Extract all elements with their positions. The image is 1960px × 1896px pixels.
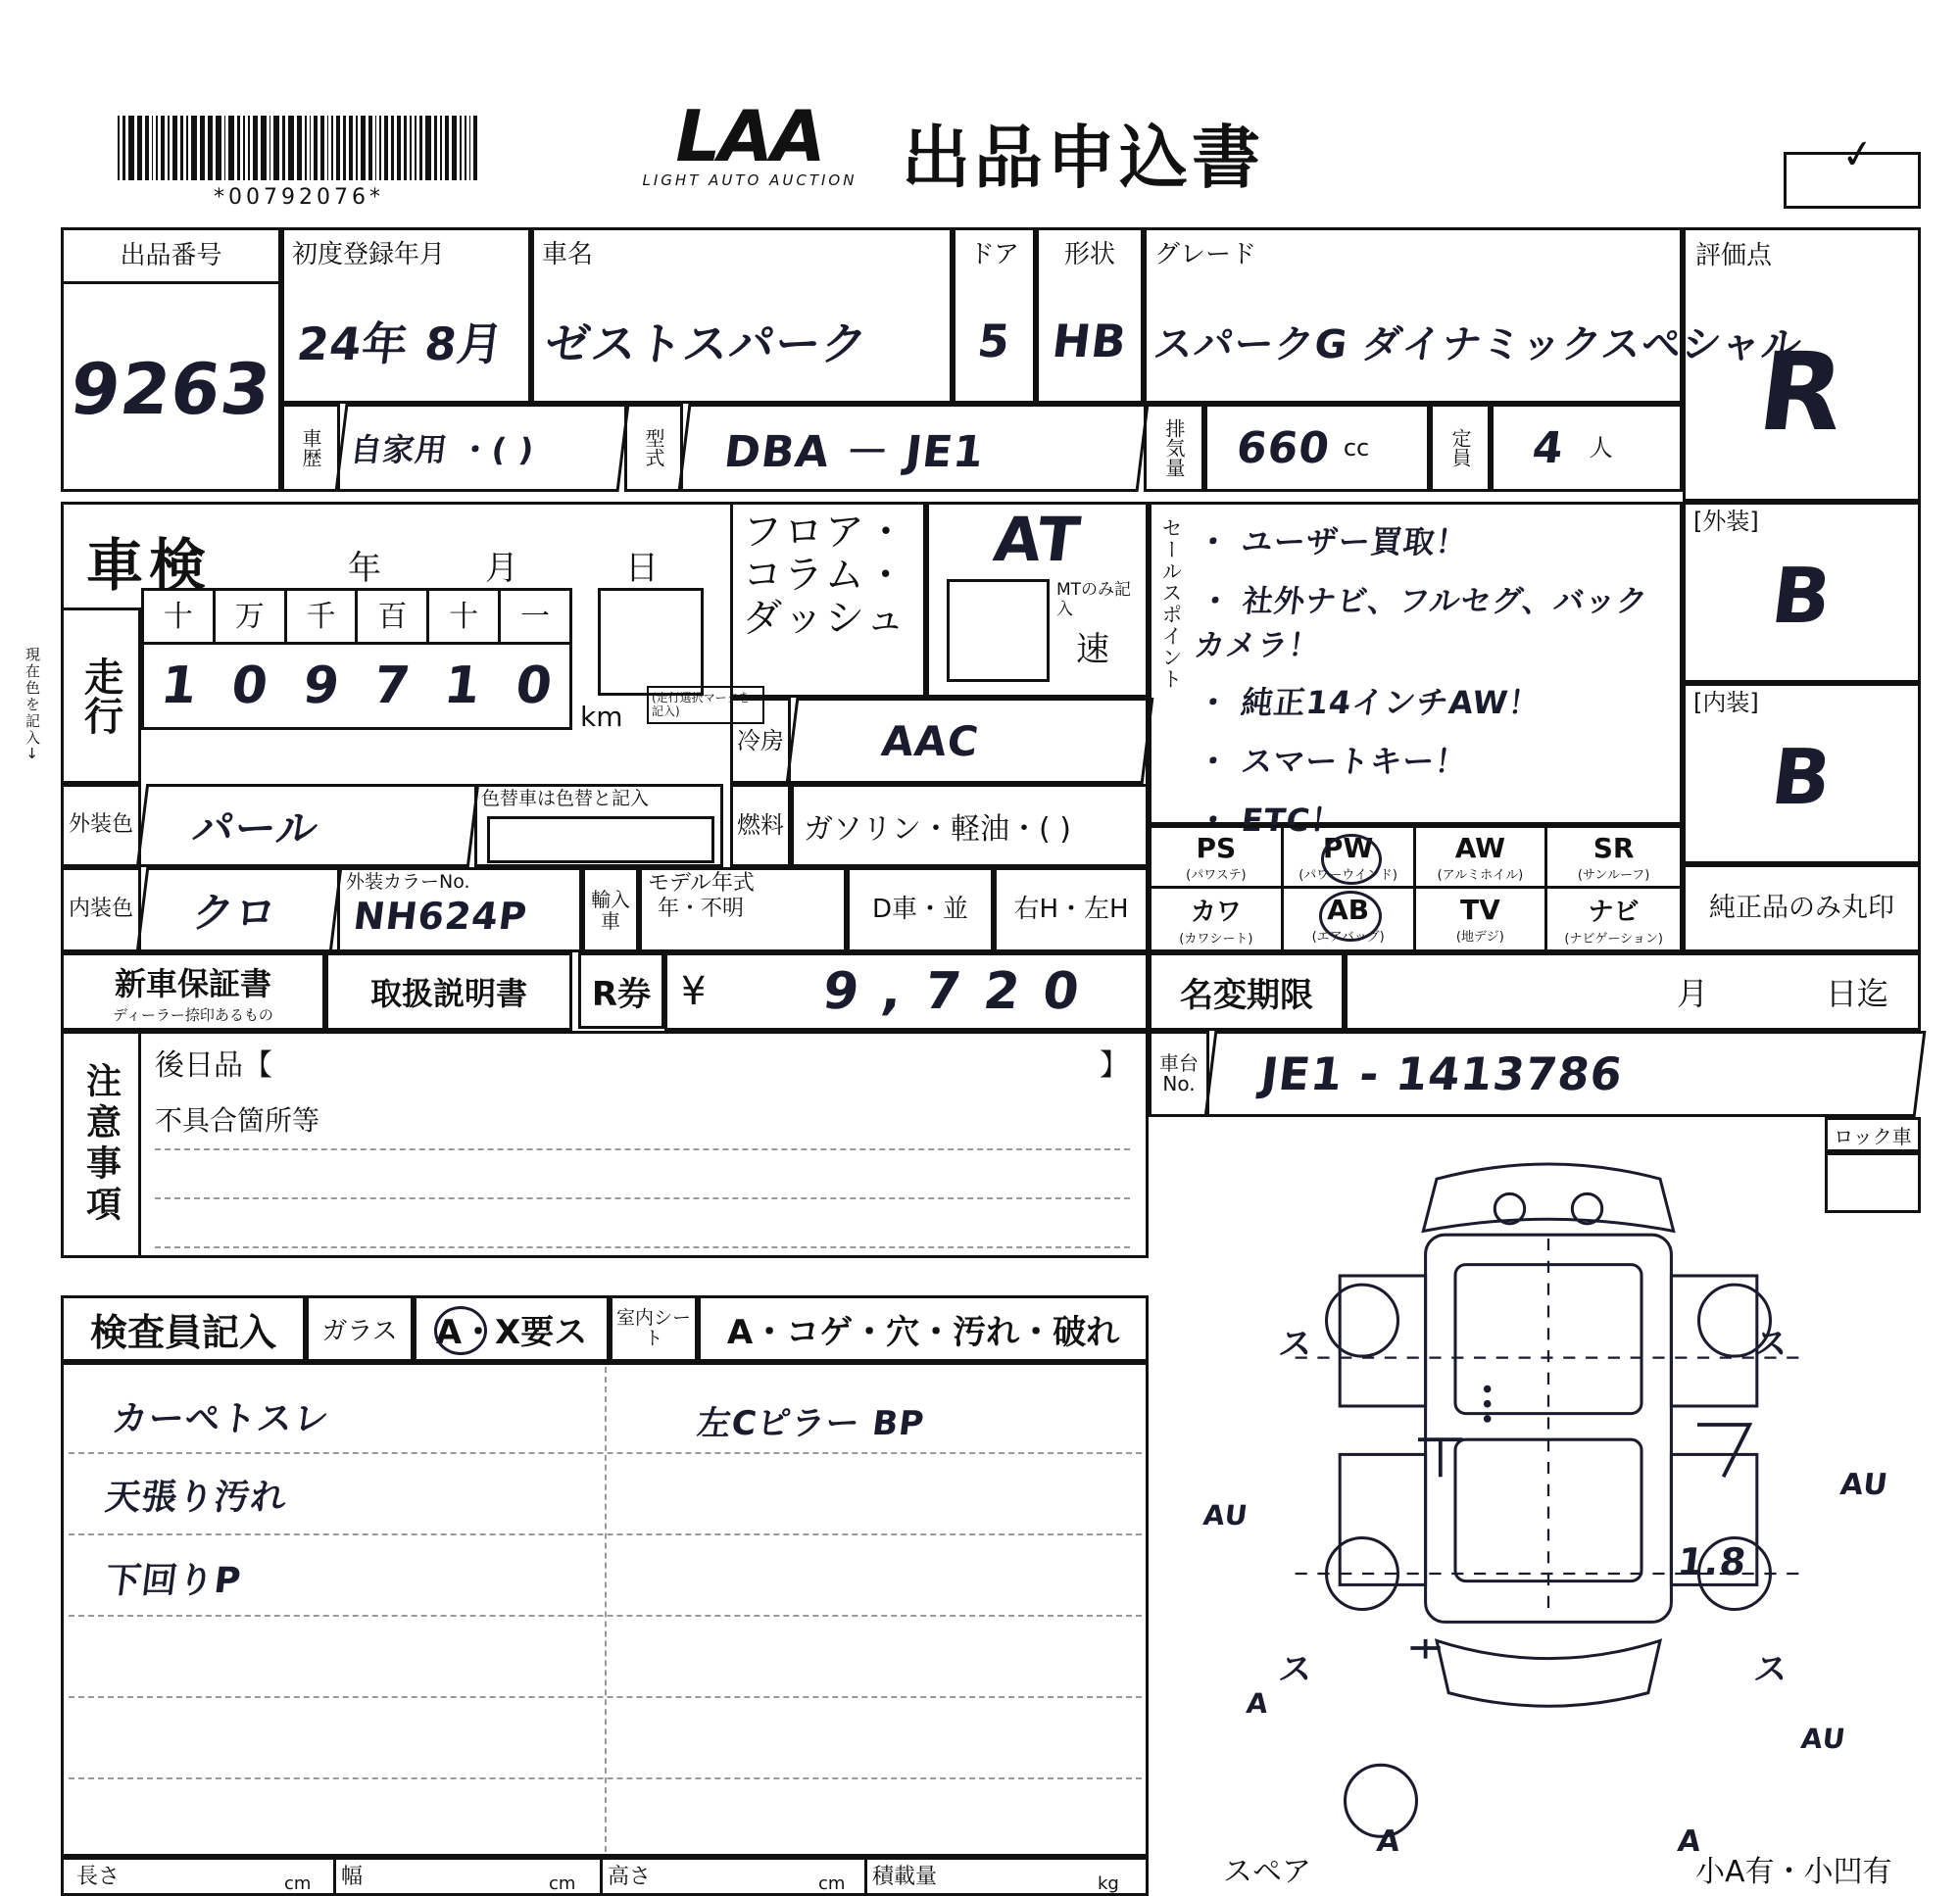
equipment-cell-navi	[1547, 889, 1680, 949]
load-unit: kg	[1098, 1873, 1119, 1894]
grade-label: グレード	[1154, 239, 1257, 269]
mileage-unit: 千	[287, 591, 359, 642]
lot-number-box	[61, 227, 281, 492]
shape-value: HB	[1049, 315, 1131, 367]
displacement-label-box	[1144, 404, 1204, 492]
mileage-unit: 十	[429, 591, 501, 642]
shift-type-line: コラム・	[743, 553, 907, 598]
equipment-code: SR	[1592, 831, 1635, 864]
exterior-color-value: パール	[136, 784, 479, 867]
inspector-interior-note: 左Cピラー BP	[695, 1404, 927, 1443]
diagram-mark: 1.8	[1675, 1540, 1750, 1583]
grade-value: スパークG ダイナミックスペシャル	[1151, 321, 1805, 367]
notes-line	[155, 1246, 1130, 1248]
name-change-label-box	[1149, 952, 1345, 1031]
interior-grade-label: [内装]	[1693, 689, 1759, 716]
fuel-value: ガソリン・軽油・( )	[791, 784, 1149, 867]
length-unit: cm	[284, 1873, 312, 1894]
name-change-month: 月	[1676, 975, 1708, 1012]
lot-number-label: 出品番号	[64, 230, 278, 284]
speed-label: 速	[1076, 630, 1109, 669]
transmission-value: AT	[990, 503, 1085, 575]
dim-divider	[864, 1857, 867, 1896]
diagram-mark: AU	[1200, 1499, 1250, 1531]
doors-value: 5	[974, 315, 1014, 367]
import-label: 輸入車	[582, 867, 639, 952]
interior-color-label: 内装色	[61, 867, 141, 952]
interior-marks-box	[698, 1295, 1149, 1362]
diagram-mark: AU	[1798, 1723, 1848, 1755]
diagram-mark: ス	[1751, 1649, 1791, 1689]
score-box	[1683, 227, 1921, 502]
mileage-digit: 0	[228, 656, 272, 715]
yen-symbol: ¥	[681, 969, 707, 1014]
laa-logo-text: LAA	[675, 95, 824, 177]
shaken-day: 日	[625, 549, 659, 588]
history-label: 車歴	[299, 428, 322, 467]
mileage-digit: 0	[512, 656, 557, 715]
equipment-cell-sr	[1547, 828, 1680, 889]
defect-label: 不具合箇所等	[155, 1104, 320, 1137]
genuine-note: 純正品のみ丸印	[1709, 892, 1894, 923]
equipment-code: ナビ	[1588, 898, 1640, 927]
interior-seat-label: 室内シート	[615, 1307, 691, 1349]
car-name-label: 車名	[542, 239, 594, 269]
equipment-cell-aw	[1416, 828, 1548, 889]
dsha-label: D車・並	[847, 867, 994, 952]
diagram-mark: A	[1374, 1824, 1403, 1859]
name-change-label: 名変期限	[1180, 975, 1313, 1015]
repaint-box	[474, 784, 723, 867]
car-diagram	[1176, 1127, 1921, 1872]
equipment-sub: (アルミホイル)	[1437, 867, 1524, 883]
diagram-mark: AU	[1838, 1468, 1890, 1502]
equipment-cell-pw	[1284, 828, 1416, 889]
amount-value: 9,720	[819, 962, 1106, 1021]
later-item-label: 後日品【	[155, 1048, 272, 1083]
doors-box	[953, 227, 1036, 404]
displacement-unit: cc	[1343, 433, 1370, 462]
equipment-code: カワ	[1190, 898, 1242, 927]
shape-box	[1036, 227, 1144, 404]
glass-marks-box	[414, 1295, 610, 1362]
interior-grade-value: B	[1766, 734, 1838, 823]
height-label: 高さ	[608, 1865, 652, 1889]
inspector-note: 下回りP	[103, 1561, 244, 1601]
capacity-value-box	[1491, 404, 1683, 492]
model-code-label-box	[624, 404, 683, 492]
diagram-mark: ス	[1751, 1324, 1791, 1364]
inspector-title: 検査員記入	[89, 1310, 276, 1354]
equipment-code: PW	[1322, 831, 1374, 864]
capacity-value: 4	[1529, 422, 1567, 473]
sales-point: ・ ETC！	[1195, 802, 1346, 839]
history-value: 自家用 ・( )	[334, 404, 629, 492]
warranty-sub: ディーラー捺印あるもの	[113, 1005, 273, 1024]
interior-grade-box	[1683, 683, 1921, 864]
exterior-color-no-box	[337, 867, 582, 952]
width-unit: cm	[549, 1873, 576, 1894]
equipment-code: TV	[1459, 894, 1500, 926]
mt-note: MTのみ記入	[1056, 580, 1132, 619]
mileage-note: (走行選択マークを記入)	[647, 686, 764, 724]
circle-mark-icon	[1321, 831, 1382, 885]
glass-marks: A・X要ス	[435, 1312, 588, 1352]
first-registration-value: 24年 8月	[294, 317, 507, 370]
repaint-note: 色替車は色替と記入	[481, 788, 650, 809]
notes-line	[155, 1148, 1130, 1150]
height-unit: cm	[818, 1873, 846, 1894]
circle-mark-icon	[1319, 891, 1382, 942]
equipment-cell-ps	[1152, 828, 1284, 889]
shaken-blank-box	[598, 588, 704, 696]
barcode-text: *00792076*	[214, 185, 384, 210]
laa-logo-subtitle: LIGHT AUTO AUCTION	[642, 171, 858, 190]
model-year-label: モデル年式	[648, 871, 755, 896]
score-label: 評価点	[1695, 240, 1773, 270]
inspector-note: カーペトスレ	[110, 1399, 332, 1439]
equipment-code: PS	[1196, 831, 1237, 864]
ac-value: AAC	[786, 698, 1154, 784]
exterior-color-no-value: NH624P	[351, 894, 530, 938]
length-label: 長さ	[76, 1865, 121, 1889]
inspector-title-box	[61, 1295, 306, 1362]
manual-label: 取扱説明書	[369, 975, 527, 1012]
width-label: 幅	[341, 1865, 364, 1889]
model-code-value: DBA － JE1	[677, 404, 1149, 492]
equipment-sub: (パワステ)	[1186, 867, 1247, 883]
history-box	[281, 404, 340, 492]
sales-point: ・ スマートキー！	[1195, 743, 1470, 780]
displacement-value-box	[1204, 404, 1430, 492]
inspector-column-line	[605, 1367, 607, 1852]
dim-divider	[333, 1857, 336, 1896]
mt-speed-box	[947, 579, 1050, 682]
score-value: R	[1751, 329, 1852, 455]
model-code-label: 型式	[642, 428, 665, 467]
name-change-value-box	[1345, 952, 1921, 1031]
glass-label-box	[306, 1295, 414, 1362]
displacement-label: 排気量	[1162, 418, 1186, 477]
handle-label: 右H・左H	[994, 867, 1149, 952]
mileage-unit: 十	[144, 591, 216, 642]
model-year-box	[639, 867, 847, 952]
inspector-note: 天張り汚れ	[103, 1478, 290, 1518]
name-change-day: 日迄	[1825, 975, 1888, 1012]
warranty-box	[61, 952, 325, 1031]
chassis-label-box	[1149, 1031, 1209, 1117]
equipment-sub: (ナビゲーション)	[1564, 932, 1663, 947]
sales-points-side-label: セールスポイント	[1159, 517, 1183, 690]
chassis-label: 車台No.	[1159, 1051, 1199, 1095]
lot-number-value: 9263	[66, 348, 276, 430]
diagram-mark: ス	[1276, 1649, 1316, 1689]
shift-type-line: フロア・	[743, 510, 907, 555]
mileage-units-row	[141, 588, 572, 642]
repaint-input	[487, 816, 714, 863]
first-registration-label: 初度登録年月	[292, 239, 446, 269]
equipment-sub: (カワシート)	[1179, 932, 1253, 947]
mileage-digits-row	[141, 642, 572, 730]
mileage-unit: 万	[216, 591, 287, 642]
chassis-value: JE1 - 1413786	[1204, 1031, 1927, 1117]
sales-point: ・ 社外ナビ、フルセグ、バックカメラ！	[1192, 584, 1650, 663]
check-box	[1784, 129, 1921, 209]
model-year-sub: 年・不明	[658, 897, 745, 922]
notes-side-label: 注意事項	[80, 1062, 122, 1227]
car-name-box	[531, 227, 953, 404]
shaken-year: 年	[348, 549, 381, 588]
check-icon: ✓	[1838, 129, 1878, 180]
diagram-mark: A	[1675, 1824, 1704, 1859]
diagram-footer-note: 小A有・小凹有	[1695, 1855, 1892, 1889]
warranty-label: 新車保証書	[114, 964, 271, 1002]
capacity-label: 定員	[1448, 428, 1472, 467]
equipment-sub: (パワーウインド)	[1298, 867, 1397, 883]
manual-box	[325, 952, 572, 1031]
exterior-grade-label: [外装]	[1693, 508, 1759, 535]
fuel-label: 燃料	[730, 784, 791, 867]
interior-seat-label-box	[610, 1295, 698, 1362]
diagram-mark: A	[1244, 1687, 1271, 1720]
shift-type-line: ダッシュ	[743, 596, 907, 641]
capacity-unit: 人	[1589, 433, 1613, 462]
equipment-cell-kawa	[1152, 889, 1284, 949]
glass-label: ガラス	[321, 1316, 398, 1346]
first-registration-box	[281, 227, 531, 404]
notes-line	[155, 1197, 1130, 1199]
mileage-label-box	[61, 608, 141, 784]
mileage-label: 走行	[77, 656, 123, 735]
dimensions-row	[61, 1857, 1149, 1896]
transmission-box	[926, 502, 1149, 698]
equipment-sub: (サンルーフ)	[1577, 867, 1650, 883]
shift-type-box	[730, 502, 926, 698]
sales-points-list	[1192, 517, 1668, 841]
rticket-label: R券	[591, 974, 652, 1014]
diagram-mark: ス	[1276, 1324, 1316, 1364]
interior-marks: A・コゲ・穴・汚れ・破れ	[726, 1312, 1120, 1352]
equipment-sub: (エアバッグ)	[1311, 930, 1385, 945]
spare-label: スペア	[1223, 1855, 1311, 1889]
ac-label: 冷房	[730, 698, 791, 784]
current-color-note: 現在色を記入→	[24, 647, 41, 761]
shape-label: 形状	[1063, 239, 1115, 269]
exterior-grade-value: B	[1766, 553, 1838, 642]
doors-label: ドア	[968, 239, 1020, 269]
circle-mark-icon	[434, 1306, 487, 1355]
lock-car-label: ロック車	[1834, 1124, 1912, 1148]
equipment-cell-ab	[1284, 889, 1416, 949]
exterior-color-label: 外装色	[61, 784, 141, 867]
barcode	[118, 116, 480, 180]
laa-logo	[627, 95, 872, 190]
load-label: 積載量	[872, 1865, 938, 1889]
equipment-cell-tv	[1416, 889, 1548, 949]
displacement-value: 660	[1233, 422, 1333, 473]
equipment-code: AB	[1327, 894, 1370, 926]
mileage-digit: 7	[369, 656, 415, 715]
genuine-note-box	[1683, 864, 1921, 952]
exterior-grade-box	[1683, 502, 1921, 683]
equipment-grid	[1149, 825, 1683, 952]
amount-box	[664, 952, 1149, 1031]
mileage-unit: 一	[520, 599, 551, 634]
mileage-unit-km: km	[580, 701, 623, 733]
mileage-unit: 百	[358, 591, 429, 642]
mileage-digit: 1	[441, 656, 485, 715]
equipment-code: AW	[1454, 831, 1506, 864]
capacity-label-box	[1430, 404, 1491, 492]
sheet-title: 出品申込書	[902, 118, 1264, 198]
car-name-value: ゼストスパーク	[542, 317, 871, 370]
dim-divider	[600, 1857, 603, 1896]
shaken-month: 月	[485, 549, 518, 588]
later-item-close: 】	[1100, 1048, 1129, 1083]
mileage-digit: 1	[157, 656, 202, 715]
shaken-title: 車検	[86, 532, 213, 599]
sales-point: ・ 純正14インチAW！	[1195, 684, 1544, 721]
equipment-sub: (地デジ)	[1455, 930, 1504, 945]
mileage-digit: 9	[299, 656, 344, 715]
notes-side-label-box	[61, 1031, 141, 1258]
interior-color-value: クロ	[136, 867, 343, 952]
sales-point: ・ ユーザー買取！	[1195, 523, 1471, 560]
rticket-box	[578, 952, 664, 1029]
exterior-color-no-label: 外装カラーNo.	[346, 871, 470, 893]
